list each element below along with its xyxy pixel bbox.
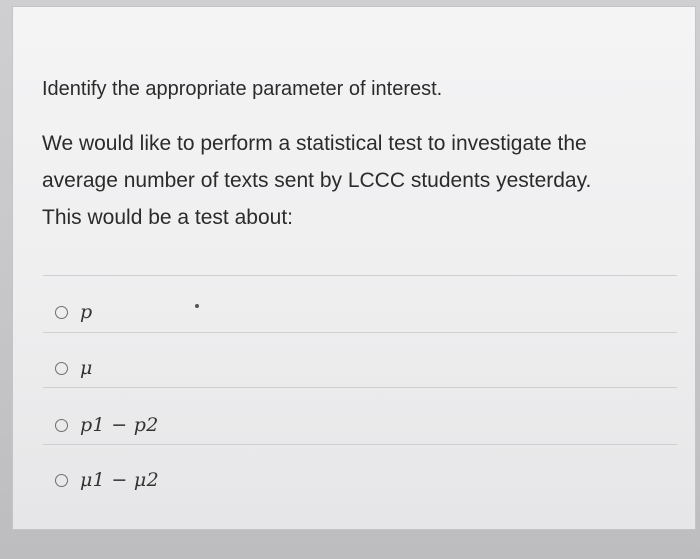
option-p1-minus-p2[interactable] (55, 410, 159, 440)
option-mu1-minus-mu2[interactable] (55, 465, 159, 495)
question-card (12, 6, 696, 530)
question-title: Identify the appropriate parameter of interest. (42, 78, 443, 100)
option-label: p (80, 301, 93, 323)
option-mu[interactable] (55, 353, 93, 383)
option-p[interactable] (55, 297, 92, 327)
radio-button[interactable] (55, 306, 68, 319)
question-text (42, 125, 682, 236)
divider (43, 444, 677, 445)
radio-button[interactable] (55, 419, 68, 432)
radio-button[interactable] (55, 474, 68, 487)
mouse-cursor-dot (195, 304, 199, 308)
question-line: We would like to perform a statistical test to investigate the (42, 132, 587, 155)
option-label: μ (80, 357, 93, 379)
divider (43, 332, 677, 333)
option-label: μ1 − μ2 (80, 469, 159, 491)
question-line: This would be a test about: (42, 206, 293, 229)
question-line: average number of texts sent by LCCC students yesterday. (42, 169, 592, 192)
divider (43, 275, 677, 276)
radio-button[interactable] (55, 362, 68, 375)
divider (43, 387, 677, 388)
option-label: p1 − p2 (80, 414, 159, 436)
